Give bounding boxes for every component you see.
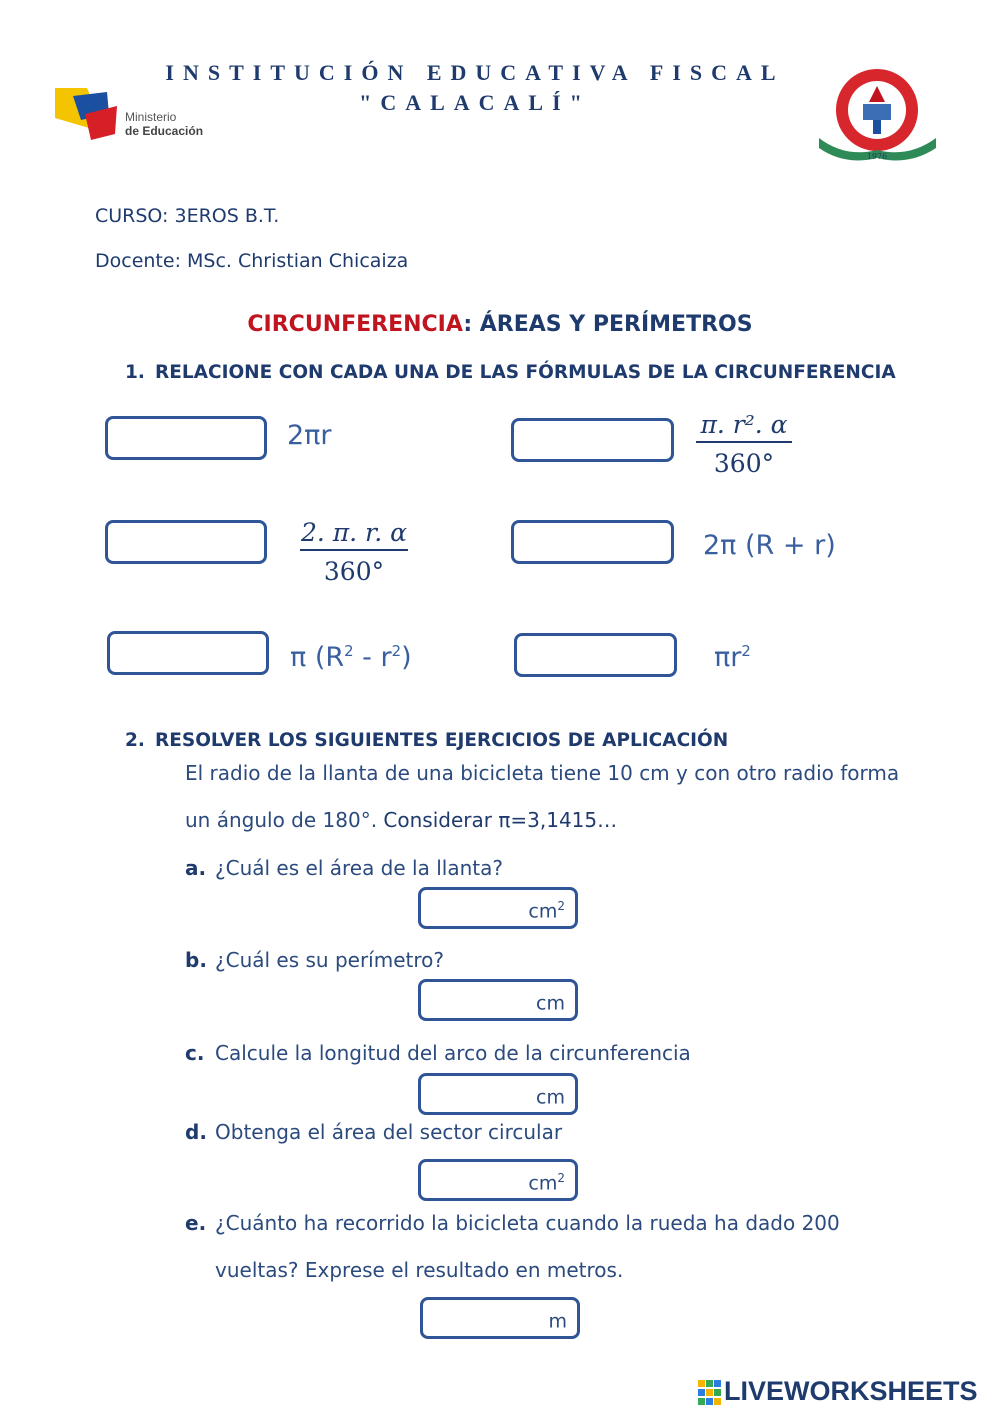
fraction-bar (300, 549, 408, 551)
question-b (185, 948, 444, 972)
question-a (185, 856, 503, 880)
ministry-flag-icon (55, 84, 125, 142)
page-title (0, 312, 1000, 337)
school-seal (815, 68, 940, 166)
unit-label: $cm^2$ (528, 1170, 565, 1194)
unit-label: $cm^2$ (528, 898, 565, 922)
question-text: Calcule la longitud del arco de la circunferencia (215, 1041, 691, 1065)
match-box-2[interactable] (511, 418, 674, 462)
seal-year: 1976 (866, 152, 888, 161)
title-rest: : ÁREAS Y PERÍMETROS (463, 312, 753, 337)
unit-label: cm (536, 992, 565, 1014)
question-letter: d. (185, 1120, 207, 1144)
question-e-line2: vueltas? Exprese el resultado en metros. (215, 1258, 624, 1282)
question-text: ¿Cuál es el área de la llanta? (215, 856, 503, 880)
formula-arc-length (300, 518, 408, 586)
formula-sector-area (696, 410, 792, 478)
brand-text: LIVEWORKSHEETS (724, 1376, 978, 1406)
sector-area-denominator: 360° (713, 449, 775, 478)
formula-circle-area: $\pi r^2$ (714, 642, 751, 673)
answer-box-e[interactable] (420, 1297, 580, 1339)
institution-subname: "CALACALÍ" (359, 90, 591, 115)
course-label: CURSO: 3EROS B.T. (95, 205, 280, 227)
title-red: CIRCUNFERENCIA (247, 312, 464, 337)
answer-box-c[interactable] (418, 1073, 578, 1115)
section1-heading (125, 362, 896, 383)
problem-intro-line1: El radio de la llanta de una bicicleta tiene 10 cm y con otro radio forma (185, 761, 900, 785)
section2-heading (125, 730, 728, 751)
liveworksheets-icon (698, 1380, 722, 1406)
question-e (185, 1211, 840, 1235)
arc-length-denominator: 360° (323, 557, 385, 586)
question-letter: c. (185, 1041, 205, 1065)
formula-circumference: 2πr (287, 420, 332, 451)
unit-label: cm (536, 1086, 565, 1108)
school-seal-icon (815, 68, 940, 166)
section2-text: RESOLVER LOS SIGUIENTES EJERCICIOS DE APLICACIÓN (155, 730, 729, 751)
arc-length-numerator: 2. π. r. α (300, 518, 408, 547)
problem-intro-line2: un ángulo de 180°. Considerar π=3,1415… (185, 808, 618, 832)
question-letter: b. (185, 948, 207, 972)
answer-box-a[interactable] (418, 887, 578, 929)
question-d (185, 1120, 562, 1144)
match-box-5[interactable] (107, 631, 269, 675)
formula-annulus-perimeter: 2π (R + r) (703, 530, 836, 561)
match-box-4[interactable] (511, 520, 674, 564)
question-text: Obtenga el área del sector circular (215, 1120, 563, 1144)
answer-box-d[interactable] (418, 1159, 578, 1201)
question-text: ¿Cuál es su perímetro? (215, 948, 445, 972)
question-letter: a. (185, 856, 207, 880)
fraction-bar (696, 441, 792, 443)
match-box-3[interactable] (105, 520, 267, 564)
section1-number: 1. (125, 362, 145, 383)
formula-annulus-area: π $(R^2 - r^2)$ (290, 642, 412, 673)
unit-label: m (548, 1310, 567, 1332)
ministry-line2: de Educación (125, 124, 204, 138)
section1-text: RELACIONE CON CADA UNA DE LAS FÓRMULAS DE LA CIRCUNFERENCIA (155, 362, 896, 383)
question-c (185, 1041, 691, 1065)
ministry-line1: Ministerio (125, 110, 177, 124)
question-letter: e. (185, 1211, 207, 1235)
sector-area-numerator: π. r². α (700, 410, 788, 439)
answer-box-b[interactable] (418, 979, 578, 1021)
match-box-1[interactable] (105, 416, 267, 460)
teacher-label: Docente: MSc. Christian Chicaiza (95, 250, 409, 272)
institution-name: INSTITUCIÓN EDUCATIVA FISCAL (165, 60, 785, 85)
question-text: ¿Cuánto ha recorrido la bicicleta cuando la rueda ha dado 200 (215, 1211, 840, 1235)
match-box-6[interactable] (514, 633, 677, 677)
section2-number: 2. (125, 730, 145, 751)
